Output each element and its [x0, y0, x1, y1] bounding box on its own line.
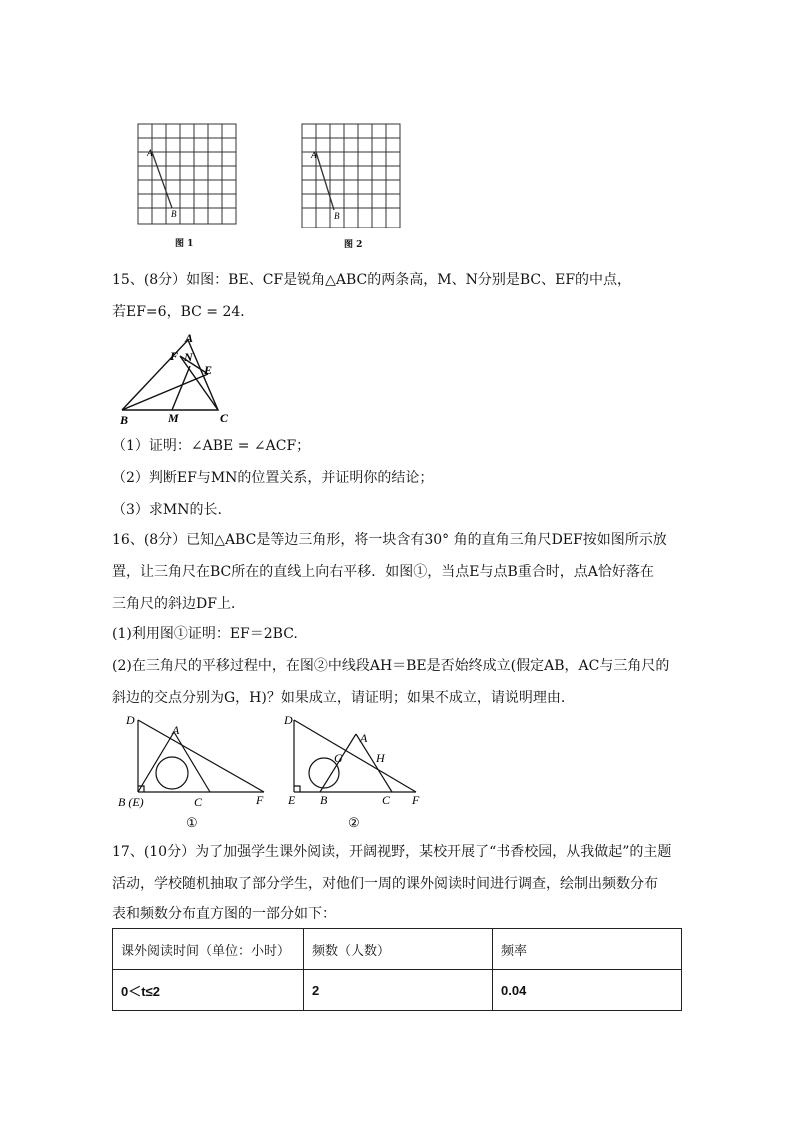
q15-line-1: 15、(8分）如图：BE、CF是锐角△ABC的两条高，M、N分别是BC、EF的中点， — [112, 272, 632, 288]
point-a-label: A — [311, 150, 317, 160]
point-a-label: A — [147, 148, 153, 158]
grid-figure-2 — [296, 118, 406, 228]
q15-part-3: （3）求MN的长. — [112, 502, 222, 518]
grid-figure-1 — [132, 118, 242, 228]
figure-1-caption: 图 1 — [175, 239, 194, 249]
table-cell: 0.04 — [493, 970, 682, 1011]
q16-part-2-line-2: 斜边的交点分别为G，H)？如果成立，请证明；如果不成立，请说明理由. — [112, 690, 566, 706]
svg-text:F: F — [170, 349, 179, 363]
q16-line-3: 三角尺的斜边DF上． — [112, 596, 245, 612]
table-header-row — [113, 929, 682, 970]
point-b-label: B — [334, 211, 340, 221]
q15-part-2: （2）判断EF与MN的位置关系，并证明你的结论； — [112, 470, 434, 486]
svg-text:N: N — [184, 350, 193, 364]
svg-text:H: H — [376, 751, 385, 765]
svg-text:A: A — [172, 723, 180, 737]
q17-line-1: 17、(10分）为了加强学生课外阅读，开阔视野，某校开展了“书香校园，从我做起”的主题 — [112, 844, 672, 860]
q16-figure-1 — [116, 712, 276, 834]
svg-text:F: F — [256, 793, 264, 807]
table-cell: 2 — [304, 970, 493, 1011]
q16-part-2-line-1: (2)在三角尺的平移过程中，在图②中线段AH＝BE是否始终成立(假定AB，AC与三角尺的 — [112, 658, 670, 674]
frequency-table — [112, 928, 682, 1011]
svg-text:E: E — [288, 793, 296, 807]
q15-triangle-figure — [110, 330, 250, 426]
table-header-cell: 频率 — [493, 929, 682, 970]
point-b-label: B — [171, 209, 177, 219]
svg-text:G: G — [334, 751, 343, 765]
q16-part-1: (1)利用图①证明：EF＝2BC. — [112, 626, 298, 642]
svg-text:A: A — [360, 731, 368, 745]
svg-text:A: A — [185, 331, 194, 345]
table-header-cell: 课外阅读时间（单位：小时） — [113, 929, 304, 970]
q16-line-2: 置，让三角尺在BC所在的直线上向右平移．如图①，当点E与点B重合时，点A恰好落在 — [112, 564, 654, 580]
table-header-cell: 频数（人数） — [304, 929, 493, 970]
table-row — [113, 970, 682, 1011]
svg-text:C: C — [194, 795, 203, 809]
svg-text:F: F — [412, 793, 420, 807]
q17-line-2: 活动，学校随机抽取了部分学生，对他们一周的课外阅读时间进行调查，绘制出频数分布 — [112, 876, 658, 892]
svg-text:D: D — [284, 713, 293, 727]
svg-text:B (E): B (E) — [118, 795, 144, 809]
q16-figure-2 — [282, 712, 432, 834]
svg-text:B: B — [320, 793, 328, 807]
svg-text:①: ① — [186, 815, 198, 830]
svg-text:D: D — [126, 713, 135, 727]
q17-line-3: 表和频数分布直方图的一部分如下： — [112, 906, 336, 922]
svg-text:M: M — [168, 411, 179, 425]
q15-part-1: （1）证明：∠ABE = ∠ACF； — [112, 438, 311, 454]
svg-text:C: C — [220, 411, 229, 425]
q15-line-2: 若EF=6，BC = 24． — [112, 304, 255, 320]
figure-2-caption: 图 2 — [344, 240, 363, 250]
table-cell: 0＜t≤2 — [113, 970, 304, 1011]
q16-line-1: 16、(8分）已知△ABC是等边三角形，将一块含有30° 角的直角三角尺DEF按如图所示放 — [112, 532, 667, 548]
svg-text:B: B — [120, 413, 129, 426]
svg-text:C: C — [382, 793, 391, 807]
svg-text:②: ② — [348, 815, 360, 830]
svg-text:E: E — [204, 363, 213, 377]
